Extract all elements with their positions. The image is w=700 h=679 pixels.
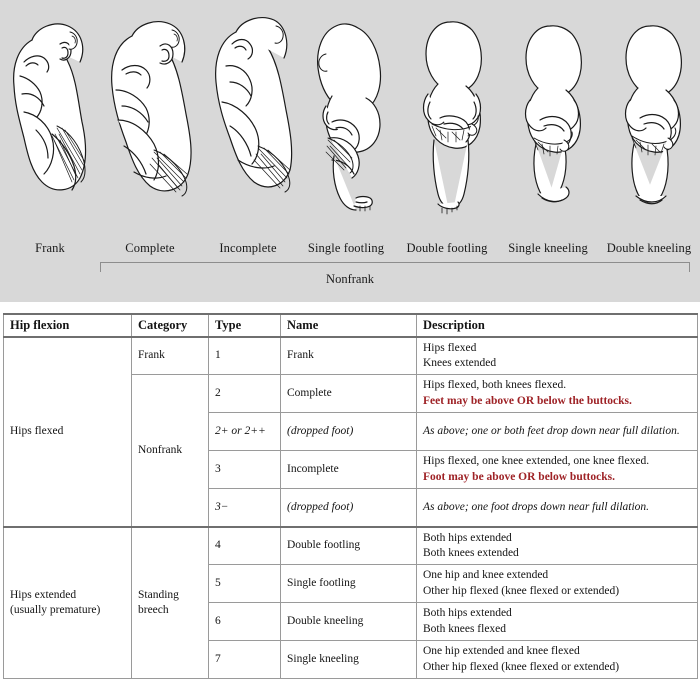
figure-label-incomplete: Incomplete: [219, 240, 277, 255]
description-line: Both knees flexed: [423, 622, 507, 635]
description-line-highlight: Feet may be above OR below the buttocks.: [423, 394, 632, 407]
cell-name-double-kneeling: Double kneeling: [281, 603, 417, 641]
description-line: Both hips extended: [423, 531, 512, 544]
description-line: Both hips extended: [423, 607, 512, 620]
cell-type-3minus: 3−: [209, 489, 281, 527]
cell-type-2plus: 2+ or 2++: [209, 413, 281, 451]
fetal-figure-double-footling: [402, 10, 498, 230]
breech-classification-table-wrap: [3, 313, 697, 679]
fetal-figure-single-kneeling: [502, 10, 598, 230]
cell-category-frank: Frank: [132, 337, 209, 375]
fetal-figure-frank: [2, 10, 98, 230]
cell-hip-flexion-flexed: Hips flexed: [4, 337, 132, 527]
cell-description-1: [417, 337, 698, 375]
cell-name-frank: Frank: [281, 337, 417, 375]
description-line: Both knees extended: [423, 546, 519, 559]
description-line-highlight: Foot may be above OR below buttocks.: [423, 470, 615, 483]
fetal-figure-double-kneeling: [602, 10, 698, 230]
cell-name-complete: Complete: [281, 375, 417, 413]
cell-type-5: 5: [209, 565, 281, 603]
description-line: As above; one or both feet drop down near full dilation.: [423, 424, 680, 437]
fetal-figure-incomplete: [202, 10, 298, 230]
fetal-figure-row: [0, 0, 700, 230]
cell-description-2plus: [417, 413, 698, 451]
column-header-description: Description: [417, 314, 698, 337]
figure-label-frank: Frank: [35, 240, 65, 255]
figure-label-row: [0, 238, 700, 258]
figure-label-complete: Complete: [125, 240, 175, 255]
cell-category-standing-breech: Standing breech: [132, 527, 209, 679]
column-header-category: Category: [132, 314, 209, 337]
table-header-row: [4, 314, 698, 337]
cell-description-6: [417, 603, 698, 641]
cell-type-1: 1: [209, 337, 281, 375]
figure-label-single-kneeling: Single kneeling: [508, 240, 588, 255]
cell-description-3minus: [417, 489, 698, 527]
figure-label-double-footling: Double footling: [406, 240, 488, 255]
cell-name-single-kneeling: Single kneeling: [281, 641, 417, 679]
nonfrank-bracket-label: Nonfrank: [326, 272, 374, 286]
cell-description-2: [417, 375, 698, 413]
column-header-hip-flexion: Hip flexion: [4, 314, 132, 337]
description-line: Hips flexed, both knees flexed.: [423, 379, 567, 392]
table-row: [4, 337, 698, 375]
nonfrank-bracket: [100, 262, 690, 272]
cell-description-7: [417, 641, 698, 679]
breech-illustration-panel: [0, 0, 700, 302]
figure-label-single-footling: Single footling: [307, 240, 385, 255]
description-line: One hip extended and knee flexed: [423, 645, 580, 658]
column-header-type: Type: [209, 314, 281, 337]
cell-type-4: 4: [209, 527, 281, 565]
cell-type-6: 6: [209, 603, 281, 641]
description-line: Other hip flexed (knee flexed or extended): [423, 660, 620, 673]
description-line: Other hip flexed (knee flexed or extended): [423, 584, 620, 597]
cell-category-nonfrank: Nonfrank: [132, 375, 209, 527]
description-line: Hips flexed, one knee extended, one knee flexed.: [423, 455, 650, 468]
cell-name-dropped-foot-2: (dropped foot): [281, 489, 417, 527]
description-line: Knees extended: [423, 356, 497, 369]
breech-classification-table: [3, 313, 698, 679]
description-line: Hips flexed: [423, 341, 477, 354]
column-header-name: Name: [281, 314, 417, 337]
hip-flexion-line-1: Hips extended: [10, 588, 77, 601]
cell-name-incomplete: Incomplete: [281, 451, 417, 489]
description-line: As above; one foot drops down near full dilation.: [423, 500, 650, 513]
cell-type-2: 2: [209, 375, 281, 413]
figure-label-double-kneeling: Double kneeling: [606, 240, 692, 255]
fetal-figure-complete: [102, 10, 198, 230]
cell-name-double-footling: Double footling: [281, 527, 417, 565]
cell-description-4: [417, 527, 698, 565]
cell-type-7: 7: [209, 641, 281, 679]
cell-type-3: 3: [209, 451, 281, 489]
table-row: [4, 527, 698, 565]
cell-name-dropped-foot: (dropped foot): [281, 413, 417, 451]
cell-hip-flexion-extended: [4, 527, 132, 679]
fetal-figure-single-footling: [302, 10, 398, 230]
cell-description-3: [417, 451, 698, 489]
hip-flexion-line-2: (usually premature): [10, 603, 101, 616]
description-line: One hip and knee extended: [423, 569, 549, 582]
cell-description-5: [417, 565, 698, 603]
cell-name-single-footling: Single footling: [281, 565, 417, 603]
